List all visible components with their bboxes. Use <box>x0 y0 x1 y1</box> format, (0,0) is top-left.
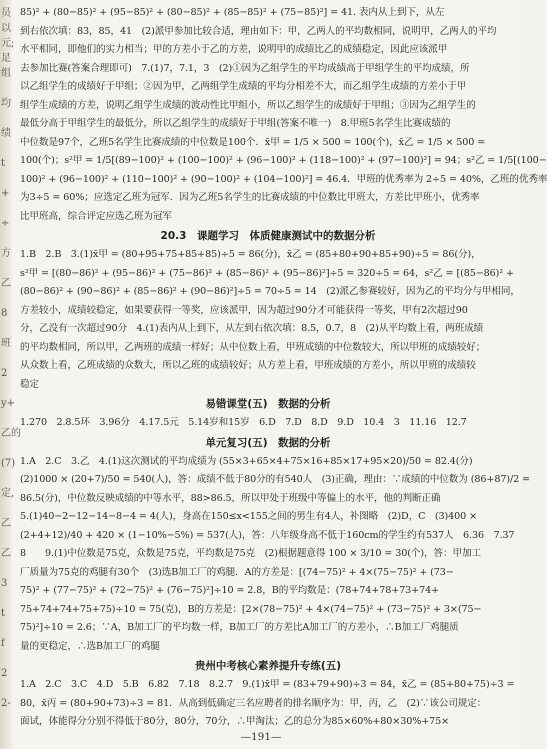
gutter-text: t <box>1 158 6 169</box>
gutter-text: y+ <box>1 398 16 409</box>
page-number: —191— <box>240 731 282 743</box>
text-line: 8 9.(1)中位数是75克，众数是75克，平均数是75克 (2)根据题意得 100 × 3/10 = 30(个)，答：甲加工 <box>20 548 481 559</box>
gutter-text: t <box>1 608 6 619</box>
gutter-text: 足 <box>1 53 11 64</box>
gutter-text: 乙 <box>1 278 11 289</box>
text-line: 面试，体能得分分别不得低于80分，80分，70分，∴甲淘汰；乙的总分为85×60%+80×30%+75× <box>20 716 450 727</box>
text-line: 稳定 <box>20 378 39 390</box>
gutter-text: 组 <box>1 68 11 79</box>
section-heading: 20.3 课题学习 体质健康测试中的数据分析 <box>160 230 376 242</box>
text-line: 分，乙没有一次超过90分 4.(1)表内从上到下，从左到右依次填：8.5，0.7，8 (2)从平均数上看，两班成绩 <box>20 323 484 334</box>
text-line: 1.B 2.B 3.(1)x̄甲 = (80+95+75+85+85)÷5 = 86(分)，x̄乙 = (85+80+90+85+90)÷5 = 86(分)， <box>20 249 481 260</box>
text-line: 86.5(分)，中位数反映成绩的中等水平，88>86.5，所以甲处于班级中等偏上的水平，他的判断正确 <box>20 492 441 504</box>
left-gutter-strip <box>0 0 21 749</box>
gutter-text: 员 <box>1 8 11 19</box>
gutter-text: 8 <box>1 308 8 319</box>
text-line: s²甲 = [(80−86)² + (95−86)² + (75−86)² + (85−86)² + (95−86)²]÷5 = 320÷5 = 64，s²乙 = [(85−86)² + <box>20 267 514 279</box>
gutter-text: (7) <box>1 458 16 469</box>
gutter-text: 乙的 <box>1 428 21 439</box>
text-line: 水平相同，即他们的实力相当；甲的方差小于乙的方差，说明甲的成绩比乙的成绩稳定，因此应该派甲 <box>20 44 448 55</box>
text-line: 1.A 2.C 3.C 4.D 5.B 6.82 7.18 8.2.7 9.(1)x̄甲 = (83+79+90)÷3 = 84，x̄乙 = (85+80+75)÷3 = <box>20 679 515 690</box>
gutter-text: 班 <box>1 338 11 349</box>
section-heading: 单元复习(五) 数据的分析 <box>205 436 331 449</box>
text-line: 方差较小，成绩较稳定，如果要获得一等奖，应该派甲，因为超过90分才可能获得一等奖，甲有2次超过90 <box>20 304 468 316</box>
gutter-text: + <box>1 188 10 199</box>
gutter-text: ÷ <box>1 218 10 229</box>
text-line: 5.(1)40−2−12−14−8−4 = 4(人)，身高在150≤x<155之间的男生有4人，补图略 (2)D，C (3)400 × <box>20 511 478 522</box>
gutter-text: 2- <box>1 698 11 709</box>
text-line: 去参加比赛(答案合理即可) 7.(1)7，7.1，3 (2)①因为乙组学生的平均成绩高于甲组学生的平均成绩，所 <box>20 62 470 74</box>
answer-content <box>20 4 547 734</box>
text-line: 组学生成绩的方差，说明乙组学生成绩的波动性比甲组小，所以乙组学生的成绩好于甲组；③因为乙组学生的 <box>20 99 476 111</box>
gutter-text: 绩 <box>1 128 11 139</box>
text-line: 75+74+74+75+75)÷10 = 75(克)，B的方差是：[2×(78−75)² + 4×(74−75)² + (73−75)² + 3×(75− <box>20 603 482 615</box>
text-line: 100(个)；s²甲 = 1/5[(89−100)² + (100−100)² + (96−100)² + (118−100)² + (97−100)²] = 94；s²乙 = 1/5[(100− <box>20 155 547 166</box>
text-line: 量的更稳定，∴选B加工厂的鸡腿 <box>20 640 160 652</box>
gutter-text: 2 <box>1 368 8 379</box>
text-line: 75)²]÷10 = 2.6；∵A，B加工厂的平均数一样，B加工厂的方差比A加工厂的方差小，∴B加工厂鸡腿质 <box>20 622 459 633</box>
gutter-text: f <box>1 638 5 649</box>
text-line: 以乙组学生的成绩好于甲组；②因为甲，乙两组学生成绩的平均分相差不大，而乙组学生成绩的方差小于甲 <box>20 81 467 92</box>
text-line: 到右依次填：83，85，41 (2)派甲参加比较合适，理由如下：甲，乙两人的平均数相同，说明甲，乙两人的平均 <box>20 25 497 37</box>
text-line: 100)² + (96−100)² + (110−100)² + (90−100)² + (104−100)²] = 46.4．甲班的优秀率为 2÷5 = 40%，乙班的优秀率 <box>20 173 547 185</box>
gutter-text: 乙 <box>1 518 11 529</box>
gutter-text: 定, <box>1 488 15 499</box>
text-line: 从众数上看，乙班成绩的众数大，所以乙班的成绩较好；从方差上看，甲班成绩的方差小，所以甲班的成绩较 <box>20 360 476 371</box>
text-line: 1.270 2.8.5环 3.96分 4.17.5元 5.14岁和15岁 6.D 7.D 8.D 9.D 10.4 3 11.16 12.7 <box>20 417 467 428</box>
text-line: 1.A 2.C 3.乙 4.(1)这次测试的平均成绩为 (55×3+65×4+75×16+85×17+95×20)/50 = 82.4(分) <box>20 455 473 467</box>
text-line: 为3÷5 = 60%；应选定乙班为冠军．因为乙班5名学生的比赛成绩的中位数比甲班大，方差比甲班小，优秀率 <box>20 192 480 203</box>
gutter-text: 均 <box>1 98 11 109</box>
gutter-text: 3 <box>1 578 8 589</box>
section-heading: 易错课堂(五) 数据的分析 <box>205 398 331 410</box>
text-line: 75)² + (77−75)² + (72−75)² + (76−75)²]÷10 = 2.8，B的平均数是：(78+74+78+73+74+ <box>20 585 440 596</box>
text-line: 的平均数相同，所以甲，乙两班的成绩一样好；从中位数上看，甲班成绩的中位数较大，所以甲班的成绩较好； <box>20 341 486 353</box>
gutter-text: 以 <box>1 23 11 34</box>
text-line: 厂质量为75克的鸡腿有30个 (3)选B加工厂的鸡腿．A的方差是：[(74−75)² + 4×(75−75)² + (73− <box>20 566 454 578</box>
gutter-text: 2 <box>1 668 8 679</box>
text-line: 85)² + (80−85)² + (95−85)² + (80−85)² + (85−85)² + (75−85)²] = 41. 表内从上到下，从左 <box>20 7 445 18</box>
text-line: (80−86)² + (90−86)² + (85−86)² + (90−86)²]÷5 = 70÷5 = 14 (2)派乙参赛较好，因为乙的平均分与甲相同， <box>20 286 520 297</box>
gutter-text: 乙 <box>1 548 11 559</box>
text-line: (2)1000 × (20+7)/50 = 540(人)，答：成绩不低于80分的有540人 (3)正确，理由：∵成绩的中位数为 (86+87)/2 = <box>20 474 531 485</box>
gutter-text: 方 <box>1 248 11 259</box>
text-line: 最低分高于甲组学生的最低分，所以乙组学生的成绩好于甲组(答案不唯一) 8.甲班5名学生比赛成绩的 <box>20 118 451 129</box>
text-line: 80，x̄丙 = (80+90+73)÷3 = 81．从高到低确定三名应聘者的排名顺序为：甲，丙，乙 (2)∵该公司规定： <box>20 697 487 709</box>
text-line: 中位数是97个，乙班5名学生比赛成绩的中位数是100个．x̄甲 = 1/5 × 500 = 100(个)，x̄乙 = 1/5 × 500 = <box>20 136 486 148</box>
section-heading: 贵州中考核心素养提升专练(五) <box>194 660 342 672</box>
text-line: (2+4+12)/40 + 420 × (1−10%−5%) = 537(人)，答：八年级身高不低于160cm的学生约有537人 6.36 7.37 <box>20 529 515 541</box>
text-line: 比甲班高，综合评定应选乙班为冠军 <box>20 210 172 222</box>
gutter-text: 元; <box>1 38 15 49</box>
